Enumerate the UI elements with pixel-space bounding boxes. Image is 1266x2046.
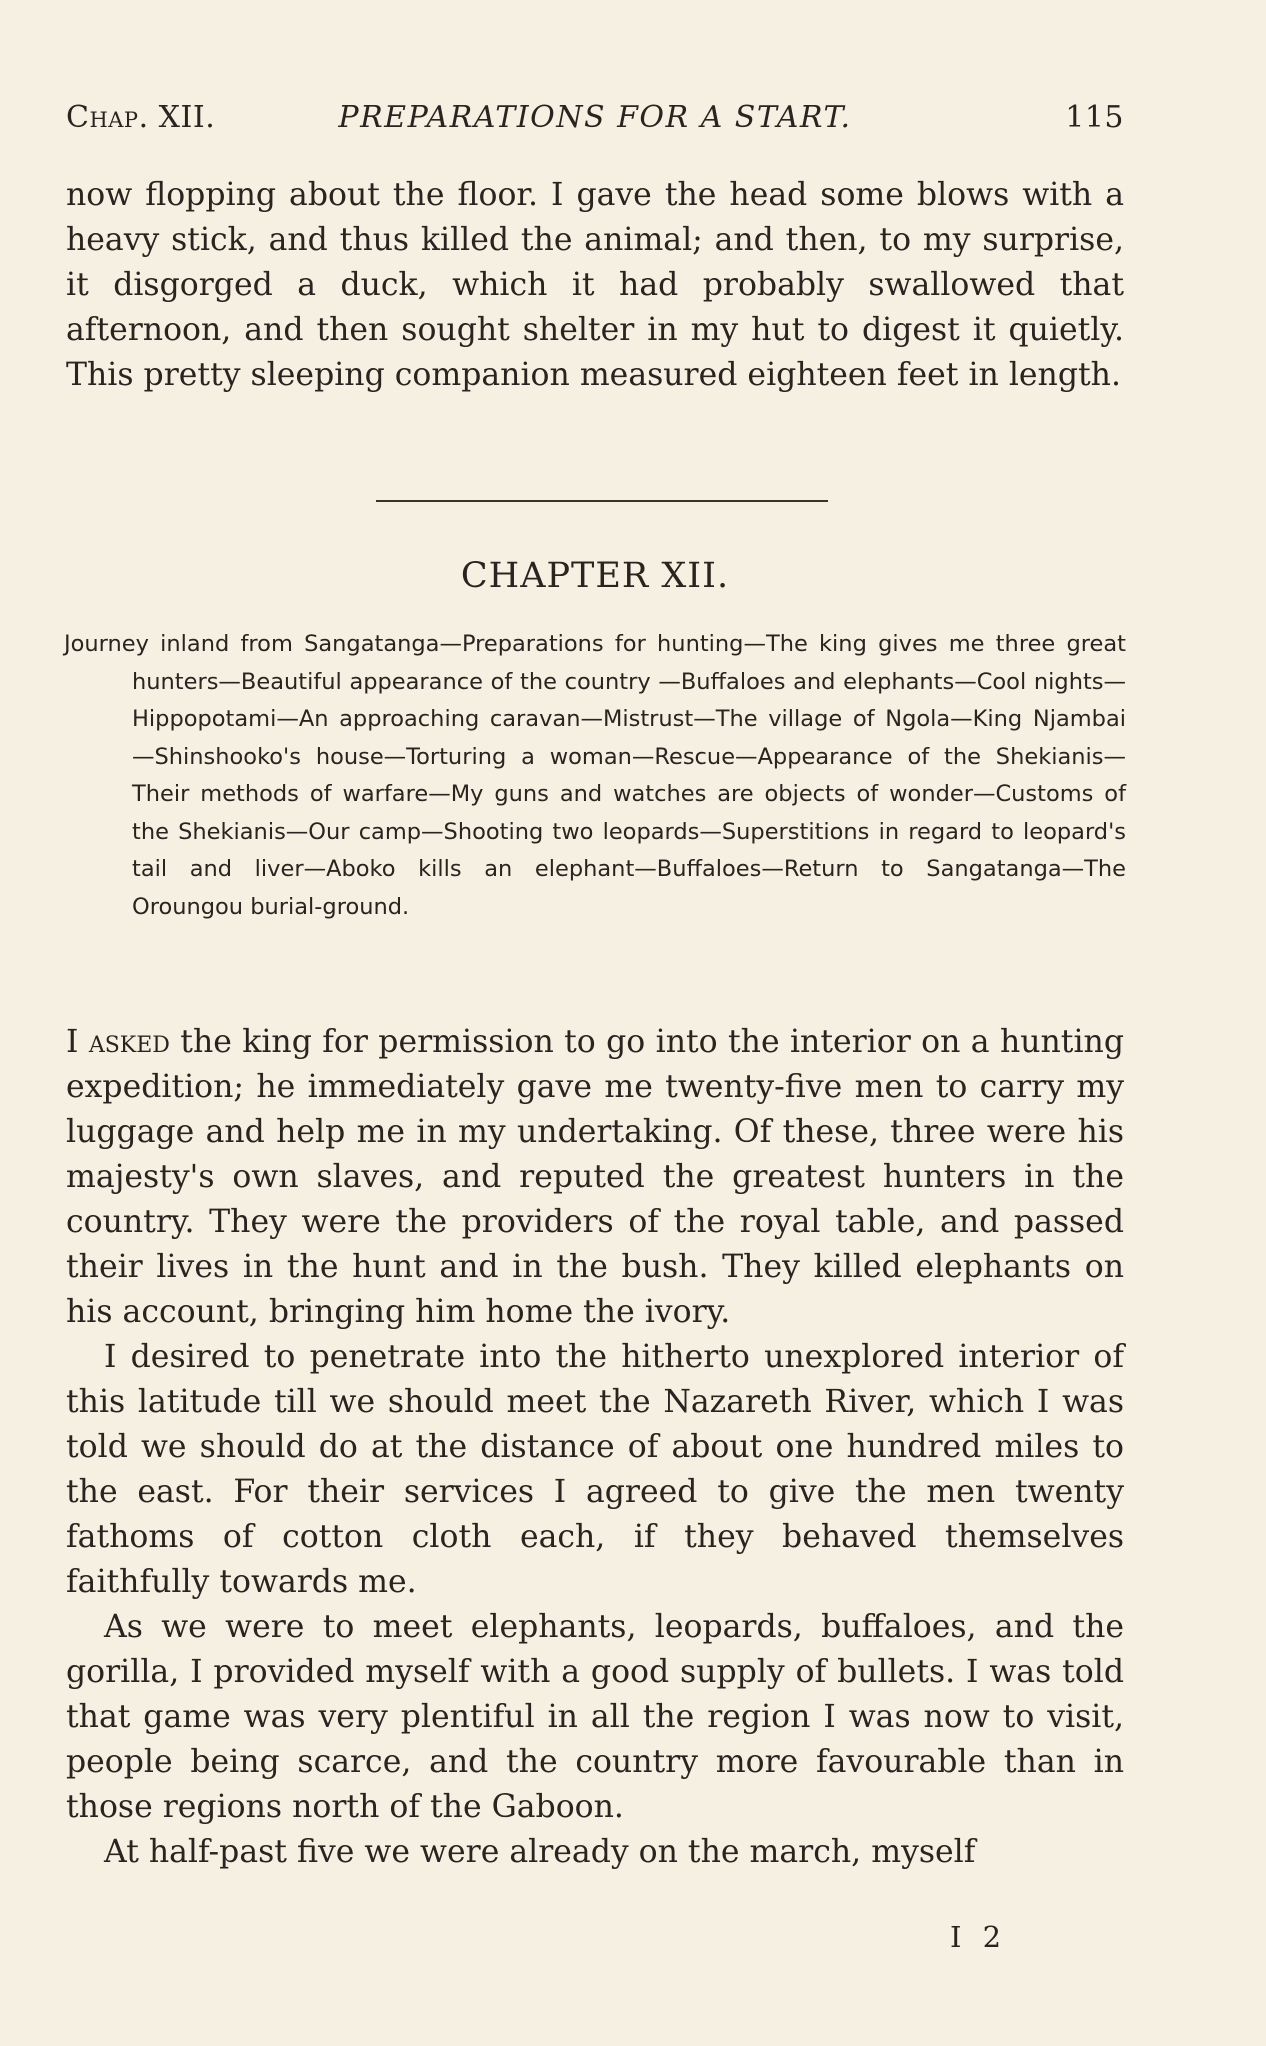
chapter-heading: CHAPTER XII.: [460, 556, 730, 596]
paragraph-lead-in: I asked: [66, 1024, 170, 1060]
chapter-synopsis: Journey inland from Sangatanga—Preparations for hunting—The king gives me three great hunters—Beautiful appearance of the country —Buffaloes and elephants—Cool nights—Hippopotami—An approaching caravan—Mistrust—The village of Ngola—King Njambai —Shinshooko's house—Torturing a woman—Rescue—Appearance of the Shekianis—Their methods of warfare—My guns and watches are objects of wonder—Customs of the Shekianis—Our camp—Shooting two leopards—Superstitions in regard to leopard's tail and liver—Aboko kills an elephant—Buffaloes—Return to Sangatanga—The Oroungou burial-ground.: [64, 631, 1126, 920]
page-number: 115: [1065, 100, 1124, 135]
running-head-title: PREPARATIONS FOR A START.: [338, 100, 852, 135]
opening-paragraph: now flopping about the floor. I gave the head some blows with a heavy stick, and thus killed the animal; and then, to my surprise, it disgorged a duck, which it had probably swallowed that afternoon, and then sought shelter in my hut to digest it quietly. This pretty sleeping companion measured eighteen feet in length.: [66, 177, 1124, 393]
body-paragraph-1: [66, 1020, 1124, 1335]
running-head-chapter: Chap. XII.: [66, 100, 216, 135]
signature-mark: I 2: [950, 1920, 1008, 1954]
section-divider: [376, 500, 828, 502]
running-head: [66, 100, 1124, 140]
body-paragraph-2: I desired to penetrate into the hitherto unexplored interior of this latitude till we should meet the Nazareth River, which I was told we should do at the distance of about one hundred miles to the east. For their services I agreed to give the men twenty fathoms of cotton cloth each, if they behaved themselves faithfully towards me.: [66, 1339, 1124, 1600]
body-paragraph-3: As we were to meet elephants, leopards, buffaloes, and the gorilla, I provided myself with a good supply of bullets. I was told that game was very plentiful in all the region I was now to visit, people being scarce, and the country more favourable than in those regions north of the Gaboon.: [66, 1609, 1124, 1825]
body-paragraph-1-text: the king for permission to go into the interior on a hunting expedition; he immediately gave me twenty-five men to carry my luggage and help me in my undertaking. Of these, three were his majesty's own slaves, and reputed the greatest hunters in the country. They were the providers of the royal table, and passed their lives in the hunt and in the bush. They killed elephants on his account, bringing him home the ivory.: [66, 1024, 1124, 1330]
chapter-body: [66, 1020, 1124, 1875]
body-paragraph-4: At half-past five we were already on the march, myself: [104, 1834, 976, 1870]
opening-paragraph-block: [66, 173, 1124, 398]
